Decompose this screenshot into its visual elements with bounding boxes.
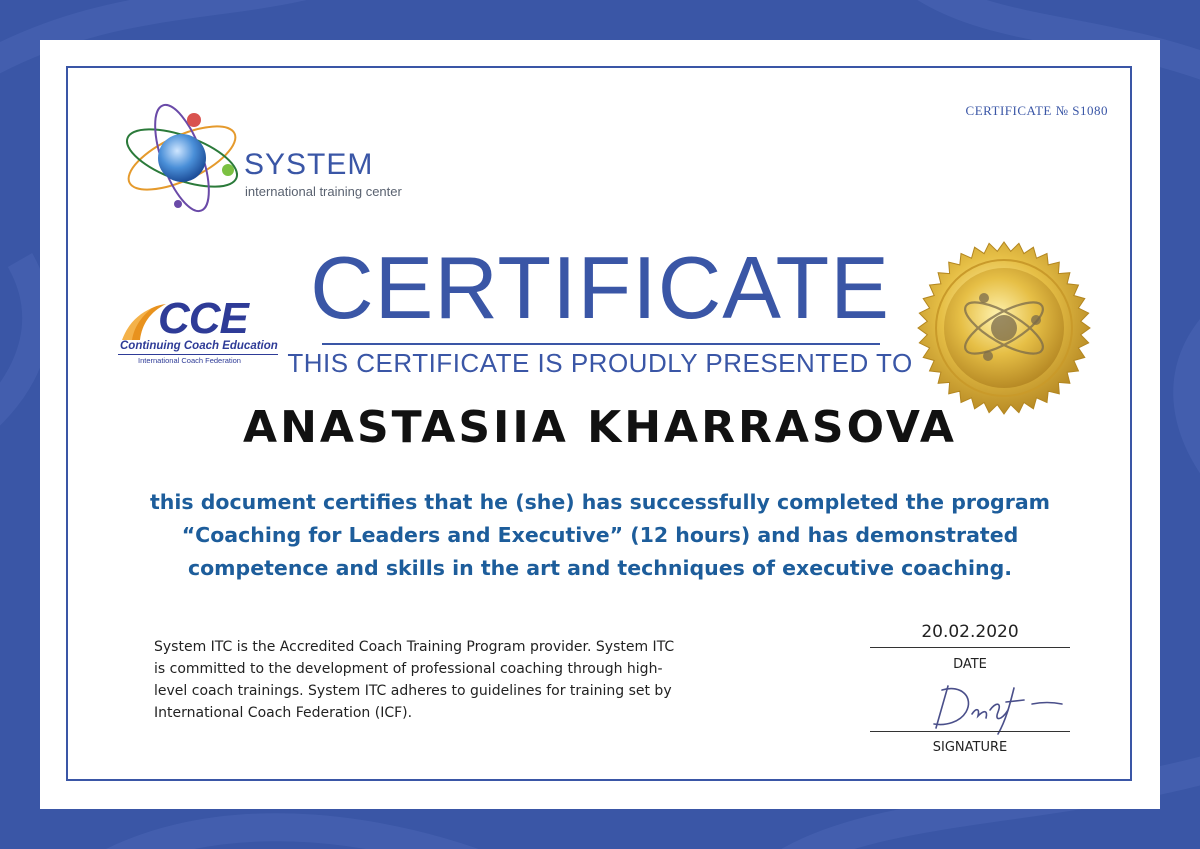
certificate-title: CERTIFICATE xyxy=(310,238,890,337)
date-value: 20.02.2020 xyxy=(921,622,1019,642)
atom-globe-icon xyxy=(120,80,250,220)
cce-mark: CCE xyxy=(158,294,248,343)
cce-line1: Continuing Coach Education xyxy=(120,340,278,352)
certificate-sheet xyxy=(40,40,1160,809)
logo-subtitle: international training center xyxy=(245,184,402,199)
handwritten-signature xyxy=(928,680,1064,736)
certification-statement xyxy=(100,486,1100,585)
note-line: International Coach Federation (ICF). xyxy=(154,705,413,721)
title-underline xyxy=(322,343,880,345)
statement-line: this document certifies that he (she) has successfully completed the program xyxy=(149,490,1051,514)
date-line xyxy=(870,647,1070,648)
note-line: level coach trainings. System ITC adheres to guidelines for training set by xyxy=(154,683,672,699)
accreditation-note xyxy=(154,636,794,724)
presented-to: THIS CERTIFICATE IS PROUDLY PRESENTED TO xyxy=(287,348,913,378)
note-line: is committed to the development of professional coaching through high- xyxy=(154,661,663,677)
logo-name: SYSTEM xyxy=(244,148,374,181)
date-label: DATE xyxy=(953,657,987,672)
signature-label: SIGNATURE xyxy=(932,740,1008,755)
note-line: System ITC is the Accredited Coach Training Program provider. System ITC xyxy=(154,639,675,655)
system-logo xyxy=(120,80,420,220)
recipient-name: ANASTASIIA KHARRASOVA xyxy=(243,402,957,453)
signature-line xyxy=(870,731,1070,732)
statement-line: competence and skills in the art and techniques of executive coaching. xyxy=(187,556,1013,580)
gold-atom-seal-icon xyxy=(916,240,1092,416)
cce-line2: International Coach Federation xyxy=(138,356,241,365)
statement-line: “Coaching for Leaders and Executive” (12 hours) and has demonstrated xyxy=(181,523,1019,547)
certificate-number: CERTIFICATE № S1080 xyxy=(965,103,1108,118)
